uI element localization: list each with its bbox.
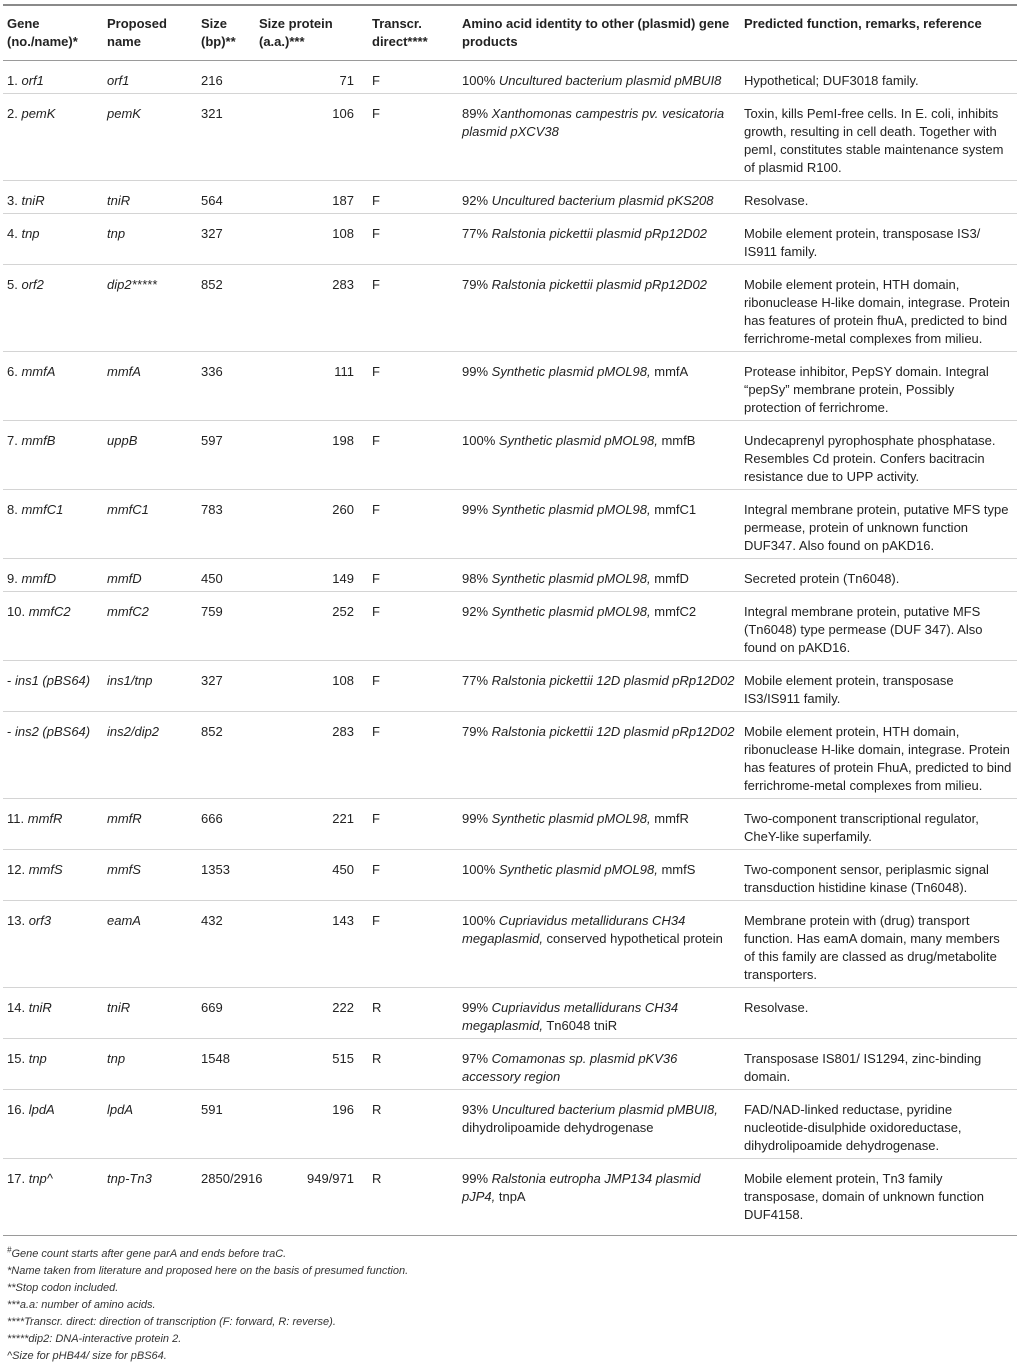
identity-percent: 99% xyxy=(462,502,489,517)
table-row xyxy=(3,265,1017,352)
cell-direction: F xyxy=(368,799,458,850)
footnotes xyxy=(3,1246,1020,1365)
cell-size-protein: 283 xyxy=(255,265,368,352)
identity-remark: mmfB xyxy=(657,433,696,448)
gene-number: 10. xyxy=(7,604,26,619)
cell-size: 2850/2916 xyxy=(197,1159,255,1236)
cell-function: Hypothetical; DUF3018 family. xyxy=(740,61,1017,94)
cell-proposed-name: lpdA xyxy=(103,1090,197,1159)
identity-organism: Synthetic plasmid pMOL98, xyxy=(498,433,658,448)
cell-direction: F xyxy=(368,61,458,94)
gene-number: 16. xyxy=(7,1102,26,1117)
header-proposed-name: Proposed name xyxy=(103,5,197,61)
gene-number: 1. xyxy=(7,73,18,88)
cell-direction: F xyxy=(368,181,458,214)
cell-identity xyxy=(458,61,740,94)
gene-number: - xyxy=(7,724,12,739)
identity-percent: 89% xyxy=(462,106,489,121)
identity-organism: Synthetic plasmid pMOL98, xyxy=(491,604,651,619)
cell-function: Resolvase. xyxy=(740,988,1017,1039)
cell-proposed-name: dip2***** xyxy=(103,265,197,352)
identity-percent: 99% xyxy=(462,1000,489,1015)
identity-percent: 79% xyxy=(462,724,489,739)
cell-size-protein: 143 xyxy=(255,901,368,988)
header-identity: Amino acid identity to other (plasmid) gene products xyxy=(458,5,740,61)
identity-percent: 97% xyxy=(462,1051,489,1066)
cell-identity xyxy=(458,352,740,421)
cell-size-protein: 108 xyxy=(255,661,368,712)
gene-number: 3. xyxy=(7,193,18,208)
cell-size-protein: 149 xyxy=(255,559,368,592)
identity-percent: 99% xyxy=(462,364,489,379)
cell-function: Mobile element protein, Tn3 family transposase, domain of unknown function DUF4158. xyxy=(740,1159,1017,1236)
cell-size: 669 xyxy=(197,988,255,1039)
cell-identity xyxy=(458,901,740,988)
table-row xyxy=(3,1090,1017,1159)
table-body xyxy=(3,61,1017,1236)
gene-name: tniR xyxy=(21,193,45,208)
table-row xyxy=(3,94,1017,181)
cell-identity xyxy=(458,181,740,214)
footnote-1: *Name taken from literature and proposed here on the basis of presumed function. xyxy=(7,1265,409,1277)
cell-size-protein: 108 xyxy=(255,214,368,265)
cell-size-protein: 222 xyxy=(255,988,368,1039)
cell-identity xyxy=(458,712,740,799)
gene-number: 5. xyxy=(7,277,18,292)
cell-identity xyxy=(458,1039,740,1090)
identity-organism: Xanthomonas campestris pv. vesicatoria plasmid pXCV38 xyxy=(462,106,725,139)
cell-function: Undecaprenyl pyrophosphate phosphatase. Resembles Cd protein. Confers bacitracin resistance due to UPP activity. xyxy=(740,421,1017,490)
cell-function: Secreted protein (Tn6048). xyxy=(740,559,1017,592)
gene-name: mmfR xyxy=(27,811,63,826)
gene-number: 15. xyxy=(7,1051,26,1066)
cell-direction: F xyxy=(368,265,458,352)
cell-proposed-name: tnp-Tn3 xyxy=(103,1159,197,1236)
cell-proposed-name: ins2/dip2 xyxy=(103,712,197,799)
cell-direction: F xyxy=(368,421,458,490)
gene-number: 14. xyxy=(7,1000,26,1015)
cell-identity xyxy=(458,799,740,850)
cell-proposed-name: orf1 xyxy=(103,61,197,94)
cell-gene xyxy=(3,850,103,901)
identity-organism: Ralstonia pickettii plasmid pRp12D02 xyxy=(491,277,707,292)
cell-size: 564 xyxy=(197,181,255,214)
header-size-protein: Size protein (a.a.)*** xyxy=(255,5,368,61)
cell-function: Integral membrane protein, putative MFS (Tn6048) type permease (DUF 347). Also found on pAKD16. xyxy=(740,592,1017,661)
header-gene: Gene (no./name)* xyxy=(3,5,103,61)
gene-name: ins1 (pBS64) xyxy=(14,673,91,688)
identity-organism: Ralstonia pickettii 12D plasmid pRp12D02 xyxy=(491,673,735,688)
cell-proposed-name: mmfD xyxy=(103,559,197,592)
gene-name: orf1 xyxy=(21,73,44,88)
cell-gene xyxy=(3,352,103,421)
cell-direction: R xyxy=(368,1090,458,1159)
cell-direction: F xyxy=(368,352,458,421)
identity-percent: 99% xyxy=(462,1171,489,1186)
gene-name: orf2 xyxy=(21,277,44,292)
footnote-5: *****dip2: DNA-interactive protein 2. xyxy=(7,1333,182,1345)
cell-size-protein: 221 xyxy=(255,799,368,850)
gene-number: 12. xyxy=(7,862,26,877)
cell-size: 450 xyxy=(197,559,255,592)
identity-percent: 100% xyxy=(462,913,496,928)
identity-organism: Ralstonia pickettii plasmid pRp12D02 xyxy=(491,226,707,241)
identity-organism: Uncultured bacterium plasmid pMBUI8 xyxy=(498,73,722,88)
identity-remark: tnpA xyxy=(495,1189,526,1204)
cell-function: Mobile element protein, transposase IS3/IS911 family. xyxy=(740,661,1017,712)
table-row xyxy=(3,352,1017,421)
cell-size-protein: 106 xyxy=(255,94,368,181)
cell-size: 759 xyxy=(197,592,255,661)
gene-name: mmfC2 xyxy=(28,604,71,619)
cell-direction: F xyxy=(368,490,458,559)
cell-identity xyxy=(458,421,740,490)
cell-gene xyxy=(3,214,103,265)
cell-direction: R xyxy=(368,988,458,1039)
identity-remark: mmfA xyxy=(650,364,689,379)
cell-size: 597 xyxy=(197,421,255,490)
cell-gene xyxy=(3,265,103,352)
footnote-hash-text: Gene count starts after gene parA and ends before traC. xyxy=(11,1248,287,1260)
footnote-hash xyxy=(7,1246,1020,1263)
identity-remark: mmfC1 xyxy=(650,502,697,517)
footnote-2: **Stop codon included. xyxy=(7,1282,119,1294)
cell-size-protein: 252 xyxy=(255,592,368,661)
cell-identity xyxy=(458,988,740,1039)
table-row xyxy=(3,559,1017,592)
gene-name: tniR xyxy=(28,1000,52,1015)
cell-function: Toxin, kills PemI-free cells. In E. coli, inhibits growth, resulting in cell death. Together with pemI, constitutes stable maintenance system of plasmid R100. xyxy=(740,94,1017,181)
gene-name: ins2 (pBS64) xyxy=(14,724,91,739)
identity-organism: Cupriavidus metallidurans CH34 megaplasmid, xyxy=(462,913,686,946)
cell-size-protein: 196 xyxy=(255,1090,368,1159)
gene-name: tnp xyxy=(28,1051,47,1066)
cell-gene xyxy=(3,94,103,181)
cell-identity xyxy=(458,490,740,559)
identity-organism: Uncultured bacterium plasmid pKS208 xyxy=(491,193,714,208)
gene-number: 4. xyxy=(7,226,18,241)
cell-function: Two-component sensor, periplasmic signal transduction histidine kinase (Tn6048). xyxy=(740,850,1017,901)
gene-name: mmfS xyxy=(28,862,63,877)
gene-name: mmfA xyxy=(21,364,56,379)
cell-proposed-name: uppB xyxy=(103,421,197,490)
cell-gene xyxy=(3,988,103,1039)
table-row xyxy=(3,1039,1017,1090)
cell-size: 783 xyxy=(197,490,255,559)
table-row xyxy=(3,988,1017,1039)
cell-gene xyxy=(3,490,103,559)
gene-number: - xyxy=(7,673,12,688)
cell-gene xyxy=(3,799,103,850)
identity-percent: 92% xyxy=(462,604,489,619)
identity-remark: mmfR xyxy=(650,811,689,826)
cell-proposed-name: tniR xyxy=(103,181,197,214)
cell-gene xyxy=(3,901,103,988)
header-size: Size (bp)** xyxy=(197,5,255,61)
table-row xyxy=(3,214,1017,265)
cell-size: 321 xyxy=(197,94,255,181)
cell-size-protein: 450 xyxy=(255,850,368,901)
gene-name: pemK xyxy=(21,106,56,121)
cell-gene xyxy=(3,1039,103,1090)
identity-remark: conserved hypothetical protein xyxy=(542,931,723,946)
identity-percent: 93% xyxy=(462,1102,489,1117)
cell-size-protein: 187 xyxy=(255,181,368,214)
cell-function: FAD/NAD-linked reductase, pyridine nucleotide-disulphide oxidoreductase, dihydrolipoamide dehydrogenase. xyxy=(740,1090,1017,1159)
header-direction: Transcr. direct**** xyxy=(368,5,458,61)
cell-proposed-name: mmfS xyxy=(103,850,197,901)
identity-percent: 77% xyxy=(462,673,489,688)
identity-percent: 99% xyxy=(462,811,489,826)
gene-number: 11. xyxy=(7,811,25,826)
identity-remark: mmfC2 xyxy=(650,604,697,619)
gene-table xyxy=(3,4,1017,1236)
cell-function: Transposase IS801/ IS1294, zinc-binding domain. xyxy=(740,1039,1017,1090)
identity-percent: 98% xyxy=(462,571,489,586)
identity-organism: Synthetic plasmid pMOL98, xyxy=(491,571,651,586)
cell-direction: R xyxy=(368,1039,458,1090)
cell-proposed-name: mmfA xyxy=(103,352,197,421)
cell-gene xyxy=(3,559,103,592)
cell-gene xyxy=(3,712,103,799)
identity-organism: Comamonas sp. plasmid pKV36 accessory region xyxy=(462,1051,678,1084)
identity-remark: mmfS xyxy=(657,862,696,877)
table-row xyxy=(3,850,1017,901)
cell-size: 666 xyxy=(197,799,255,850)
cell-direction: F xyxy=(368,592,458,661)
table-row xyxy=(3,901,1017,988)
footnote-hash-mark: # xyxy=(7,1245,12,1255)
gene-number: 7. xyxy=(7,433,18,448)
gene-name: mmfC1 xyxy=(21,502,64,517)
footnote-6: ^Size for pHB44/ size for pBS64. xyxy=(7,1350,167,1362)
cell-function: Resolvase. xyxy=(740,181,1017,214)
gene-name: tnp^ xyxy=(28,1171,53,1186)
cell-proposed-name: tnp xyxy=(103,1039,197,1090)
identity-organism: Synthetic plasmid pMOL98, xyxy=(498,862,658,877)
cell-identity xyxy=(458,559,740,592)
gene-name: mmfD xyxy=(21,571,57,586)
table-row xyxy=(3,181,1017,214)
identity-percent: 100% xyxy=(462,73,496,88)
cell-identity xyxy=(458,661,740,712)
gene-name: lpdA xyxy=(28,1102,55,1117)
cell-size: 216 xyxy=(197,61,255,94)
identity-organism: Uncultured bacterium plasmid pMBUI8, xyxy=(491,1102,718,1117)
identity-organism: Cupriavidus metallidurans CH34 megaplasmid, xyxy=(462,1000,679,1033)
identity-remark: mmfD xyxy=(650,571,689,586)
cell-size: 336 xyxy=(197,352,255,421)
cell-size: 1353 xyxy=(197,850,255,901)
table-row xyxy=(3,1159,1017,1236)
cell-proposed-name: pemK xyxy=(103,94,197,181)
table-row xyxy=(3,592,1017,661)
cell-identity xyxy=(458,1159,740,1236)
cell-function: Two-component transcriptional regulator, CheY-like superfamily. xyxy=(740,799,1017,850)
cell-direction: F xyxy=(368,661,458,712)
identity-remark: dihydrolipoamide dehydrogenase xyxy=(462,1120,654,1135)
identity-organism: Synthetic plasmid pMOL98, xyxy=(491,811,651,826)
header-row xyxy=(3,5,1017,61)
gene-number: 2. xyxy=(7,106,18,121)
cell-size: 432 xyxy=(197,901,255,988)
cell-gene xyxy=(3,1159,103,1236)
cell-function: Mobile element protein, transposase IS3/ IS911 family. xyxy=(740,214,1017,265)
identity-organism: Synthetic plasmid pMOL98, xyxy=(491,364,651,379)
cell-proposed-name: mmfC2 xyxy=(103,592,197,661)
header-function: Predicted function, remarks, reference xyxy=(740,5,1017,61)
cell-proposed-name: ins1/tnp xyxy=(103,661,197,712)
cell-direction: R xyxy=(368,1159,458,1236)
cell-function: Mobile element protein, HTH domain, ribonuclease H-like domain, integrase. Protein has features of protein fhuA, predicted to bind ferrichrome-metal complexes from milieu. xyxy=(740,265,1017,352)
cell-function: Mobile element protein, HTH domain, ribonuclease H-like domain, integrase. Protein has features of protein FhuA, predicted to bind ferrichrome-metal complexes from milieu. xyxy=(740,712,1017,799)
cell-gene xyxy=(3,181,103,214)
cell-function: Membrane protein with (drug) transport function. Has eamA domain, many members of this family are classed as drug/metabolite transporters. xyxy=(740,901,1017,988)
identity-organism: Ralstonia eutropha JMP134 plasmid pJP4, xyxy=(462,1171,701,1204)
cell-size: 327 xyxy=(197,214,255,265)
cell-direction: F xyxy=(368,94,458,181)
cell-direction: F xyxy=(368,559,458,592)
cell-size: 327 xyxy=(197,661,255,712)
footnote-4: ****Transcr. direct: direction of transcription (F: forward, R: reverse). xyxy=(7,1316,336,1328)
table-row xyxy=(3,799,1017,850)
table-row xyxy=(3,421,1017,490)
cell-function: Protease inhibitor, PepSY domain. Integral “pepSy” membrane protein, Possibly protection of ferrichrome. xyxy=(740,352,1017,421)
cell-proposed-name: tniR xyxy=(103,988,197,1039)
cell-size-protein: 260 xyxy=(255,490,368,559)
cell-size: 1548 xyxy=(197,1039,255,1090)
cell-identity xyxy=(458,214,740,265)
cell-function: Integral membrane protein, putative MFS type permease, protein of unknown function DUF347. Also found on pAKD16. xyxy=(740,490,1017,559)
cell-size: 852 xyxy=(197,712,255,799)
table-row xyxy=(3,61,1017,94)
cell-size-protein: 111 xyxy=(255,352,368,421)
identity-percent: 100% xyxy=(462,862,496,877)
cell-gene xyxy=(3,592,103,661)
identity-remark: Tn6048 tniR xyxy=(542,1018,618,1033)
cell-identity xyxy=(458,265,740,352)
cell-size: 852 xyxy=(197,265,255,352)
gene-number: 17. xyxy=(7,1171,26,1186)
cell-size-protein: 515 xyxy=(255,1039,368,1090)
gene-number: 8. xyxy=(7,502,18,517)
identity-percent: 77% xyxy=(462,226,489,241)
identity-organism: Ralstonia pickettii 12D plasmid pRp12D02 xyxy=(491,724,735,739)
cell-proposed-name: mmfR xyxy=(103,799,197,850)
table-row xyxy=(3,661,1017,712)
gene-number: 6. xyxy=(7,364,18,379)
cell-gene xyxy=(3,61,103,94)
cell-size-protein: 71 xyxy=(255,61,368,94)
gene-number: 13. xyxy=(7,913,26,928)
gene-name: tnp xyxy=(21,226,40,241)
cell-identity xyxy=(458,850,740,901)
table-row xyxy=(3,490,1017,559)
identity-organism: Synthetic plasmid pMOL98, xyxy=(491,502,651,517)
cell-proposed-name: eamA xyxy=(103,901,197,988)
cell-gene xyxy=(3,1090,103,1159)
cell-gene xyxy=(3,661,103,712)
footnote-3: ***a.a: number of amino acids. xyxy=(7,1299,156,1311)
cell-proposed-name: tnp xyxy=(103,214,197,265)
cell-identity xyxy=(458,592,740,661)
cell-direction: F xyxy=(368,850,458,901)
gene-name: mmfB xyxy=(21,433,56,448)
identity-percent: 100% xyxy=(462,433,496,448)
cell-size-protein: 198 xyxy=(255,421,368,490)
gene-name: orf3 xyxy=(28,913,52,928)
cell-size: 591 xyxy=(197,1090,255,1159)
cell-identity xyxy=(458,94,740,181)
cell-direction: F xyxy=(368,214,458,265)
table-row xyxy=(3,712,1017,799)
cell-size-protein: 949/971 xyxy=(255,1159,368,1236)
cell-gene xyxy=(3,421,103,490)
cell-proposed-name: mmfC1 xyxy=(103,490,197,559)
cell-size-protein: 283 xyxy=(255,712,368,799)
gene-number: 9. xyxy=(7,571,18,586)
cell-identity xyxy=(458,1090,740,1159)
cell-direction: F xyxy=(368,712,458,799)
identity-percent: 92% xyxy=(462,193,489,208)
identity-percent: 79% xyxy=(462,277,489,292)
cell-direction: F xyxy=(368,901,458,988)
